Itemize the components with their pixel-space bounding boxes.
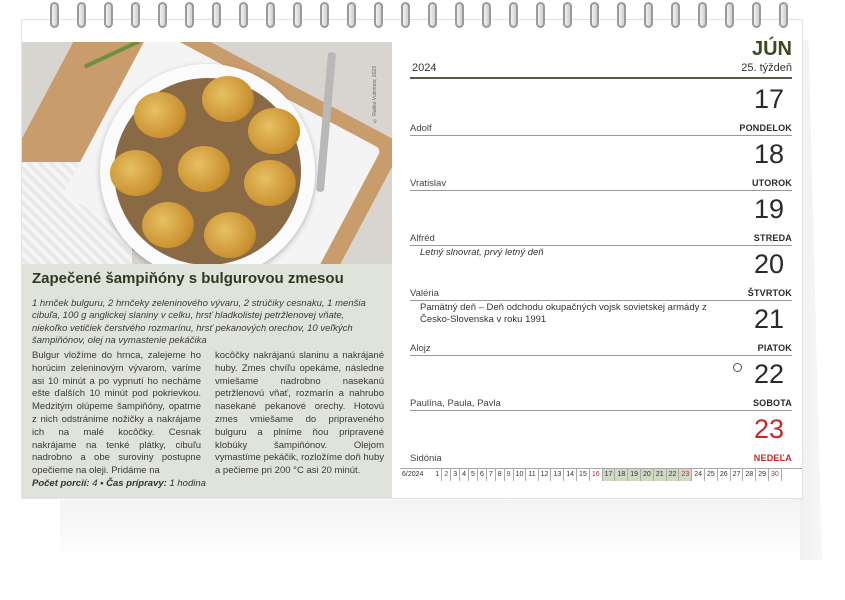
mini-day: 7 — [487, 469, 496, 481]
name-day: Paulína, Paula, Pavla — [410, 398, 501, 409]
name-day: Adolf — [410, 123, 432, 134]
spiral-ring — [158, 2, 167, 28]
time-value: 1 hodina — [169, 478, 206, 489]
servings-value: 4 — [92, 478, 98, 489]
name-day: Alojz — [410, 343, 431, 354]
mini-day: 3 — [451, 469, 460, 481]
mini-day: 5 — [469, 469, 478, 481]
calendar-week — [392, 20, 802, 498]
spiral-ring — [617, 2, 626, 28]
mini-day: 21 — [654, 469, 667, 481]
mini-month-strip — [400, 468, 802, 481]
spiral-ring — [671, 2, 680, 28]
day-row-thursday — [410, 245, 792, 301]
spiral-ring — [509, 2, 518, 28]
day-of-week: SOBOTA — [752, 398, 792, 408]
mini-day: 23 — [679, 469, 692, 481]
mini-day: 12 — [539, 469, 552, 481]
spiral-ring — [374, 2, 383, 28]
spiral-ring — [536, 2, 545, 28]
day-number: 23 — [753, 414, 784, 444]
recipe-panel — [22, 264, 392, 498]
spiral-ring — [428, 2, 437, 28]
spiral-ring — [104, 2, 113, 28]
spiral-ring — [239, 2, 248, 28]
spiral-ring — [455, 2, 464, 28]
mini-day: 16 — [590, 469, 603, 481]
spiral-ring — [590, 2, 599, 28]
day-number: 21 — [753, 304, 784, 334]
spiral-ring — [347, 2, 356, 28]
mini-day: 24 — [692, 469, 705, 481]
day-of-week: PONDELOK — [739, 123, 792, 133]
recipe-ingredients: 1 hrnček bulguru, 2 hrnčeky zeleninového vývaru, 2 strúčiky cesnaku, 1 menšia cibuľa, 100 g anglickej slaniny v celku, hrsť hladkolistej petržlenovej vňate, niekoľko vetičiek čerstvého rozmarínu, hrsť pekanových orechov, 10 veľkých šampiňónov, olej na vymastenie pekáčika — [32, 298, 366, 347]
day-of-week: UTOROK — [751, 178, 792, 188]
servings-label: Počet porcií: — [32, 478, 90, 489]
spiral-ring — [212, 2, 221, 28]
time-label: Čas prípravy: — [106, 478, 167, 489]
spiral-ring — [185, 2, 194, 28]
mini-day: 1 — [433, 469, 442, 481]
day-number: 22 — [753, 359, 784, 389]
mini-day: 27 — [731, 469, 744, 481]
spiral-ring — [131, 2, 140, 28]
day-of-week: PIATOK — [757, 343, 792, 353]
mini-day: 13 — [551, 469, 564, 481]
week-label: 25. týždeň — [741, 62, 792, 74]
recipe-instructions-col1: Bulgur vložíme do hrnca, zalejeme ho horúcim zeleninovým vývarom, varíme asi 10 minút a po vypnutí ho necháme ešte ďalších 10 minút pod pokrievkou. Medzitým olúpeme šampiňóny, opatrne z nich odstránime nožičky a nakrájame ich na malé kocôčky. Cesnak nakrájame na tenké plátky, cibuľu nadrobno a obe suroviny postupne opečieme na oleji. Pridáme na — [32, 350, 201, 477]
calendar-page — [22, 20, 802, 498]
recipe-photo — [22, 42, 392, 284]
name-day: Valéria — [410, 288, 439, 299]
spiral-ring — [401, 2, 410, 28]
mini-day: 11 — [526, 469, 538, 481]
spiral-ring — [293, 2, 302, 28]
recipe-footer — [32, 478, 206, 489]
mini-month-label: 6/2024 — [402, 471, 424, 478]
day-of-week: ŠTVRTOK — [747, 288, 792, 298]
recipe-instructions-col2: kocôčky nakrájanú slaninu a nakrájané huby. Zmes chvíľu opekáme, následne vmiešame nadrobno nasekanú petržlenovú vňať, rozmarín a nahrubo nasekané pekanové orechy. Hotovú zmes vmiešame do pripraveného bulguru a plníme ňou pripravené klobúky šampiňónov. Olejom vymastíme pekáčik, rozložíme doň huby a pečieme pri 200 °C asi 20 minút. — [215, 350, 384, 477]
mini-day: 14 — [564, 469, 577, 481]
mini-day: 4 — [460, 469, 469, 481]
mini-day: 9 — [505, 469, 514, 481]
month-title: JÚN — [751, 38, 792, 60]
moon-phase-icon — [733, 363, 742, 372]
mini-day: 20 — [641, 469, 654, 481]
mini-day: 10 — [514, 469, 527, 481]
mini-day: 29 — [756, 469, 769, 481]
mini-day: 18 — [615, 469, 628, 481]
spiral-ring — [266, 2, 275, 28]
day-row-monday — [410, 80, 792, 136]
spiral-binding — [40, 0, 800, 20]
mini-day: 22 — [667, 469, 680, 481]
day-row-friday — [410, 300, 792, 356]
day-row-sunday — [410, 410, 792, 465]
name-day: Alfréd — [410, 233, 435, 244]
day-number: 18 — [753, 139, 784, 169]
day-of-week: STREDA — [753, 233, 792, 243]
photo-credit: © Raško Vukmnov, 2023 — [372, 66, 378, 124]
mini-day: 30 — [769, 469, 782, 481]
day-note: Letný slnovrat, prvý letný deň — [420, 247, 544, 258]
day-note: Pamätný deň – Deň odchodu okupačných vojsk sovietskej armády z Česko-Slovenska v roku 1991 — [420, 302, 707, 325]
day-number: 20 — [753, 249, 784, 279]
spiral-ring — [752, 2, 761, 28]
mini-day: 28 — [743, 469, 756, 481]
mini-day: 19 — [628, 469, 641, 481]
spiral-ring — [779, 2, 788, 28]
mini-day: 2 — [442, 469, 451, 481]
mini-day: 6 — [478, 469, 487, 481]
spiral-ring — [77, 2, 86, 28]
spiral-ring — [644, 2, 653, 28]
mini-day: 17 — [603, 469, 616, 481]
day-row-tuesday — [410, 135, 792, 191]
spiral-ring — [725, 2, 734, 28]
name-day: Sidónia — [410, 453, 442, 464]
mini-day: 15 — [577, 469, 590, 481]
day-of-week: NEDEĽA — [753, 453, 792, 463]
mini-day: 26 — [718, 469, 731, 481]
spiral-ring — [50, 2, 59, 28]
day-number: 19 — [753, 194, 784, 224]
day-row-saturday — [410, 355, 792, 411]
spiral-ring — [482, 2, 491, 28]
mini-day: 25 — [705, 469, 718, 481]
name-day: Vratislav — [410, 178, 447, 189]
day-row-wednesday — [410, 190, 792, 246]
day-number: 17 — [753, 84, 784, 114]
stand-base — [60, 500, 800, 560]
spiral-ring — [563, 2, 572, 28]
spiral-ring — [320, 2, 329, 28]
recipe-title: Zapečené šampiňóny s bulgurovou zmesou — [32, 270, 344, 287]
spiral-ring — [698, 2, 707, 28]
mini-day: 8 — [496, 469, 505, 481]
year-label: 2024 — [412, 62, 437, 74]
footer-separator: • — [100, 478, 104, 489]
